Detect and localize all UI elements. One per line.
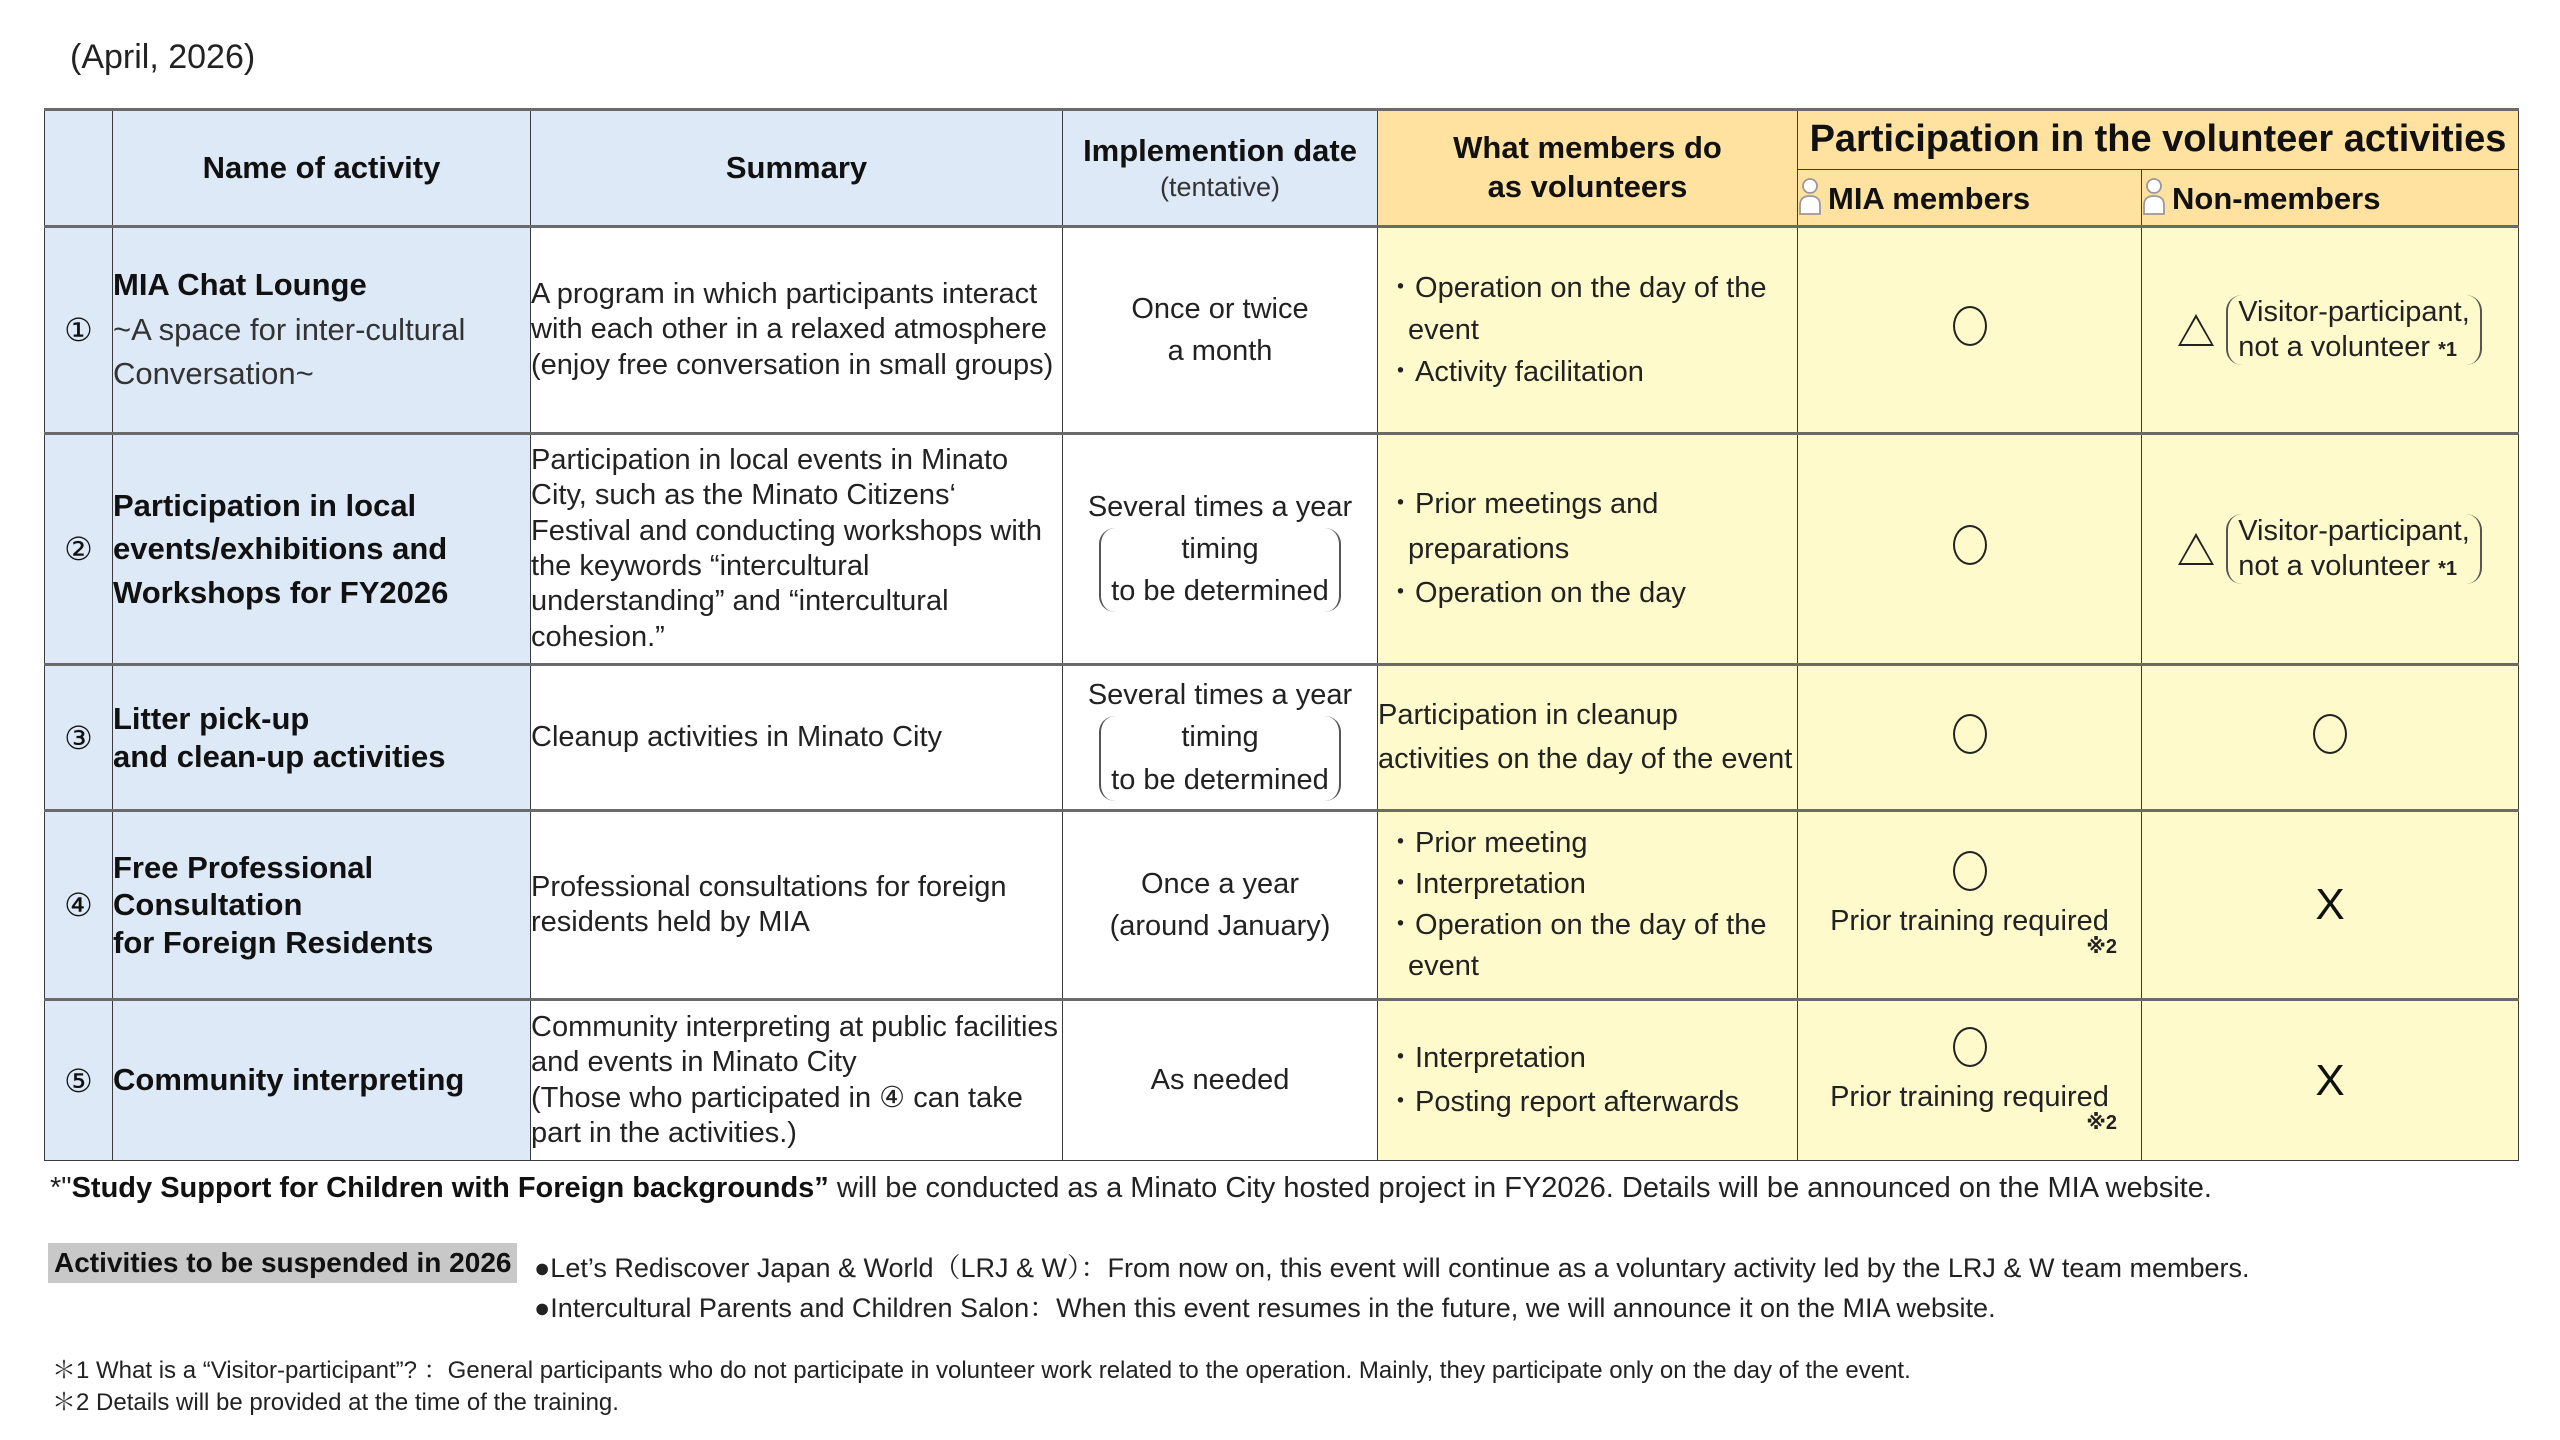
activity-name-subtitle: Conversation~ xyxy=(113,356,314,392)
suspended-activities-label: Activities to be suspended in 2026 xyxy=(48,1243,517,1283)
study-support-note: *"Study Support for Children with Foreign backgrounds” will be conducted as a Minato City hosted project in FY2026. Details will be announced on the MIA website. xyxy=(50,1172,2212,1204)
header-participation: Participation in the volunteer activities xyxy=(1798,110,2519,170)
activity-summary: Cleanup activities in Minato City xyxy=(531,665,1063,811)
training-note: Prior training required xyxy=(1830,1080,2109,1113)
activity-name: Community interpreting xyxy=(113,1000,531,1161)
implementation-date: As needed xyxy=(1063,1000,1378,1161)
circle-mark-icon xyxy=(2313,714,2347,754)
non-members-cell xyxy=(2142,227,2519,434)
volunteer-duties: Participation in cleanup activities on the day of the event xyxy=(1378,665,1798,811)
header-non-members xyxy=(2142,170,2519,227)
header-non-members-label: Non-members xyxy=(2172,180,2381,216)
activity-summary: A program in which participants interact with each other in a relaxed atmosphere (enjoy free conversation in small groups) xyxy=(531,227,1063,434)
triangle-mark-icon xyxy=(2178,533,2214,565)
header-what-line1: What members do xyxy=(1453,130,1722,166)
header-number xyxy=(45,110,113,227)
person-icon xyxy=(2142,177,2166,215)
duty-item: ・Interpretation xyxy=(1386,1042,1586,1074)
training-note: Prior training required xyxy=(1830,905,2109,937)
mia-members-cell xyxy=(1798,1000,2142,1161)
activity-name-title: MIA Chat Lounge xyxy=(113,266,367,302)
visitor-note: Visitor-participant, not a volunteer *1 xyxy=(2226,295,2482,365)
training-ref: ※2 xyxy=(2086,936,2117,958)
header-what-members-do xyxy=(1378,110,1798,227)
non-members-cell xyxy=(2142,665,2519,811)
row-number: ① xyxy=(45,227,113,434)
row-number: ④ xyxy=(45,811,113,1000)
activity-name: Litter pick-up and clean-up activities xyxy=(113,665,531,811)
non-members-cell xyxy=(2142,811,2519,1000)
mia-members-cell xyxy=(1798,665,2142,811)
circle-mark-icon xyxy=(1953,306,1987,346)
suspended-item: ●Intercultural Parents and Children Salon：When this event resumes in the future, we will announce it on the MIA website. xyxy=(534,1293,1996,1323)
duty-item: ・Posting report afterwards xyxy=(1386,1085,1739,1118)
circle-mark-icon xyxy=(1953,851,1987,891)
triangle-mark-icon xyxy=(2178,314,2214,346)
circle-mark-icon xyxy=(1953,525,1987,565)
non-members-cell xyxy=(2142,434,2519,665)
header-impl-date-sub: (tentative) xyxy=(1159,171,1281,202)
volunteer-duties xyxy=(1378,811,1798,1000)
implementation-date: Several times a year timing to be determined xyxy=(1063,665,1378,811)
mia-members-cell xyxy=(1798,227,2142,434)
activity-name-subtitle: ~A space for inter-cultural xyxy=(113,311,466,347)
annotation-training: ＊2 Details will be provided at the time of the training. xyxy=(52,1389,619,1416)
duty-item: ・Prior meeting xyxy=(1386,826,1588,859)
header-mia-members-label: MIA members xyxy=(1828,180,2031,216)
header-mia-members xyxy=(1798,170,2142,227)
impl-line: a month xyxy=(1167,335,1273,367)
volunteer-duties xyxy=(1378,434,1798,665)
table-row xyxy=(45,227,2519,434)
cross-mark-icon: X xyxy=(2315,880,2345,929)
activity-summary: Professional consultations for foreign residents held by MIA xyxy=(531,811,1063,1000)
visitor-note: Visitor-participant, not a volunteer *1 xyxy=(2226,514,2482,584)
row-number: ⑤ xyxy=(45,1000,113,1161)
volunteer-duties xyxy=(1378,227,1798,434)
person-icon xyxy=(1798,177,1822,215)
table-row xyxy=(45,811,2519,1000)
implementation-date: Once a year (around January) xyxy=(1063,811,1378,1000)
header-summary: Summary xyxy=(531,110,1063,227)
header-impl-date xyxy=(1063,110,1378,227)
activity-name: Participation in local events/exhibitions and Workshops for FY2026 xyxy=(113,434,531,665)
activity-name: Free Professional Consultation for Foreign Residents xyxy=(113,811,531,1000)
header-name: Name of activity xyxy=(113,110,531,227)
implementation-date xyxy=(1063,227,1378,434)
annotation-visitor-participant: ＊1 What is a “Visitor-participant”? ：General participants who do not participate in volunteer work related to the operation. Mainly, they participate only on the day of the event. xyxy=(52,1357,1911,1384)
duty-item: ・Activity facilitation xyxy=(1386,356,1644,389)
volunteer-duties xyxy=(1378,1000,1798,1161)
header-what-line2: as volunteers xyxy=(1487,169,1688,204)
activity-name xyxy=(113,227,531,434)
duty-item: ・Operation on the day xyxy=(1386,577,1686,610)
duty-item: ・Interpretation xyxy=(1386,867,1586,900)
cross-mark-icon: X xyxy=(2315,1055,2345,1105)
document-date: (April, 2026) xyxy=(70,38,256,76)
suspended-item: ●Let’s Rediscover Japan & World（LRJ & W）：From now on, this event will continue as a voluntary activity led by the LRJ & W team members. xyxy=(534,1253,2250,1283)
activity-summary: Community interpreting at public facilities and events in Minato City (Those who participated in ④ can take part in the activities.) xyxy=(531,1000,1063,1161)
impl-line: Once or twice xyxy=(1131,292,1309,325)
circle-mark-icon xyxy=(1953,714,1987,754)
implementation-date: Several times a year timing to be determined xyxy=(1063,434,1378,665)
volunteer-activities-table xyxy=(44,108,2519,1161)
training-ref: ※2 xyxy=(2086,1111,2117,1134)
non-members-cell xyxy=(2142,1000,2519,1161)
header-impl-date-label: Implemention date xyxy=(1083,132,1357,168)
table-row xyxy=(45,434,2519,665)
activity-summary: Participation in local events in Minato City, such as the Minato Citizens‘ Festival and conducting workshops with the keywords “intercultural understanding” and “intercultural cohesion.” xyxy=(531,434,1063,665)
circle-mark-icon xyxy=(1953,1027,1987,1067)
row-number: ② xyxy=(45,434,113,665)
table-row xyxy=(45,1000,2519,1161)
row-number: ③ xyxy=(45,665,113,811)
mia-members-cell xyxy=(1798,811,2142,1000)
duty-item: ・Operation on the day of the event xyxy=(1386,909,1767,983)
mia-members-cell xyxy=(1798,434,2142,665)
duty-item: ・Operation on the day of the event xyxy=(1386,271,1767,346)
table-row xyxy=(45,665,2519,811)
duty-item: ・Prior meetings and preparations xyxy=(1386,487,1659,565)
